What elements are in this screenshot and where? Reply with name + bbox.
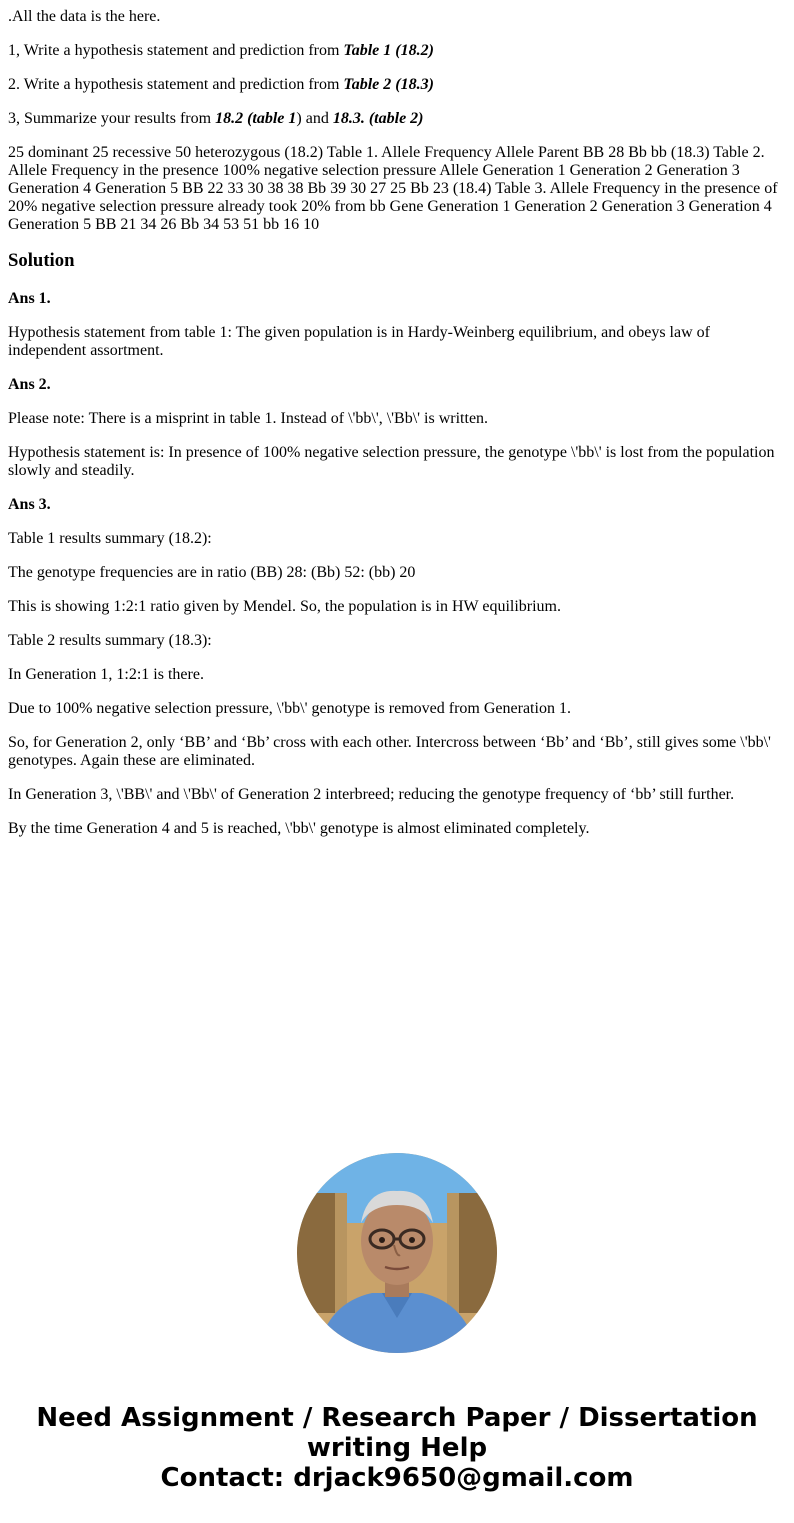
ans-1-text: Hypothesis statement from table 1: The given population is in Hardy-Weinberg equilibrium, and obeys law of independent assortment.	[8, 324, 710, 359]
question-2	[8, 76, 786, 94]
footer-line-1: Need Assignment / Research Paper / Dissertation	[36, 1403, 758, 1433]
question-2-prefix: 2. Write a hypothesis statement and prediction from	[8, 76, 344, 93]
solution-heading: Solution	[8, 250, 75, 271]
footer-contact: Contact: drjack9650@gmail.com	[160, 1463, 634, 1493]
ans-1-label: Ans 1.	[8, 290, 51, 307]
question-3-mid: ) and	[296, 110, 333, 127]
ans-3-line: The genotype frequencies are in ratio (BB) 28: (Bb) 52: (bb) 20	[8, 564, 416, 581]
ans-3-line: By the time Generation 4 and 5 is reached, \'bb\' genotype is almost eliminated completely.	[8, 820, 590, 837]
ans-3-line: Table 2 results summary (18.3):	[8, 632, 212, 649]
ans-2-label: Ans 2.	[8, 376, 51, 393]
ans-3-line: This is showing 1:2:1 ratio given by Mendel. So, the population is in HW equilibrium.	[8, 598, 561, 615]
avatar-portrait	[297, 1153, 497, 1353]
ans-3-line: In Generation 1, 1:2:1 is there.	[8, 666, 204, 683]
document-body	[8, 8, 786, 854]
footer-line-2: writing Help	[306, 1433, 488, 1463]
ans-3-line: In Generation 3, \'BB\' and \'Bb\' of Generation 2 interbreed; reducing the genotype frequency of ‘bb’ still further.	[8, 786, 735, 803]
intro-text: .All the data is the here.	[8, 8, 161, 25]
ans-3-line: Table 1 results summary (18.2):	[8, 530, 212, 547]
question-3-emphasis-1: 18.2 (table 1	[215, 110, 297, 127]
question-1	[8, 42, 786, 60]
question-2-emphasis: Table 2 (18.3)	[343, 76, 434, 93]
ans-3-line: So, for Generation 2, only ‘BB’ and ‘Bb’ cross with each other. Intercross between ‘Bb’ and ‘Bb’, still gives some \'bb\' genotypes. Again these are eliminated.	[8, 734, 771, 769]
ans-3-line: Due to 100% negative selection pressure, \'bb\' genotype is removed from Generation 1.	[8, 700, 571, 717]
data-paragraph: 25 dominant 25 recessive 50 heterozygous (18.2) Table 1. Allele Frequency Allele Parent BB 28 Bb bb (18.3) Table 2. Allele Frequency in the presence 100% negative selection pressure Allele Generation 1 Generation 2 Generation 3 Generation 4 Generation 5 BB 22 33 30 38 38 Bb 39 30 27 25 Bb 23 (18.4) Table 3. Allele Frequency in the presence of 20% negative selection pressure already took 20% from bb Gene Generation 1 Generation 2 Generation 3 Generation 4 Generation 5 BB 21 34 26 Bb 34 53 51 bb 16 10	[8, 144, 778, 233]
question-1-prefix: 1, Write a hypothesis statement and prediction from	[8, 42, 344, 59]
question-3-prefix: 3, Summarize your results from	[8, 110, 216, 127]
ans-2-text: Hypothesis statement is: In presence of 100% negative selection pressure, the genotype \'bb\' is lost from the population slowly and steadily.	[8, 444, 775, 479]
ans-2-note: Please note: There is a misprint in table 1. Instead of \'bb\', \'Bb\' is written.	[8, 410, 489, 427]
footer-banner	[0, 1403, 794, 1493]
avatar	[297, 1153, 497, 1353]
question-3	[8, 110, 786, 128]
ans-3-label: Ans 3.	[8, 496, 51, 513]
question-1-emphasis: Table 1 (18.2)	[343, 42, 434, 59]
question-3-emphasis-2: 18.3. (table 2)	[332, 110, 424, 127]
